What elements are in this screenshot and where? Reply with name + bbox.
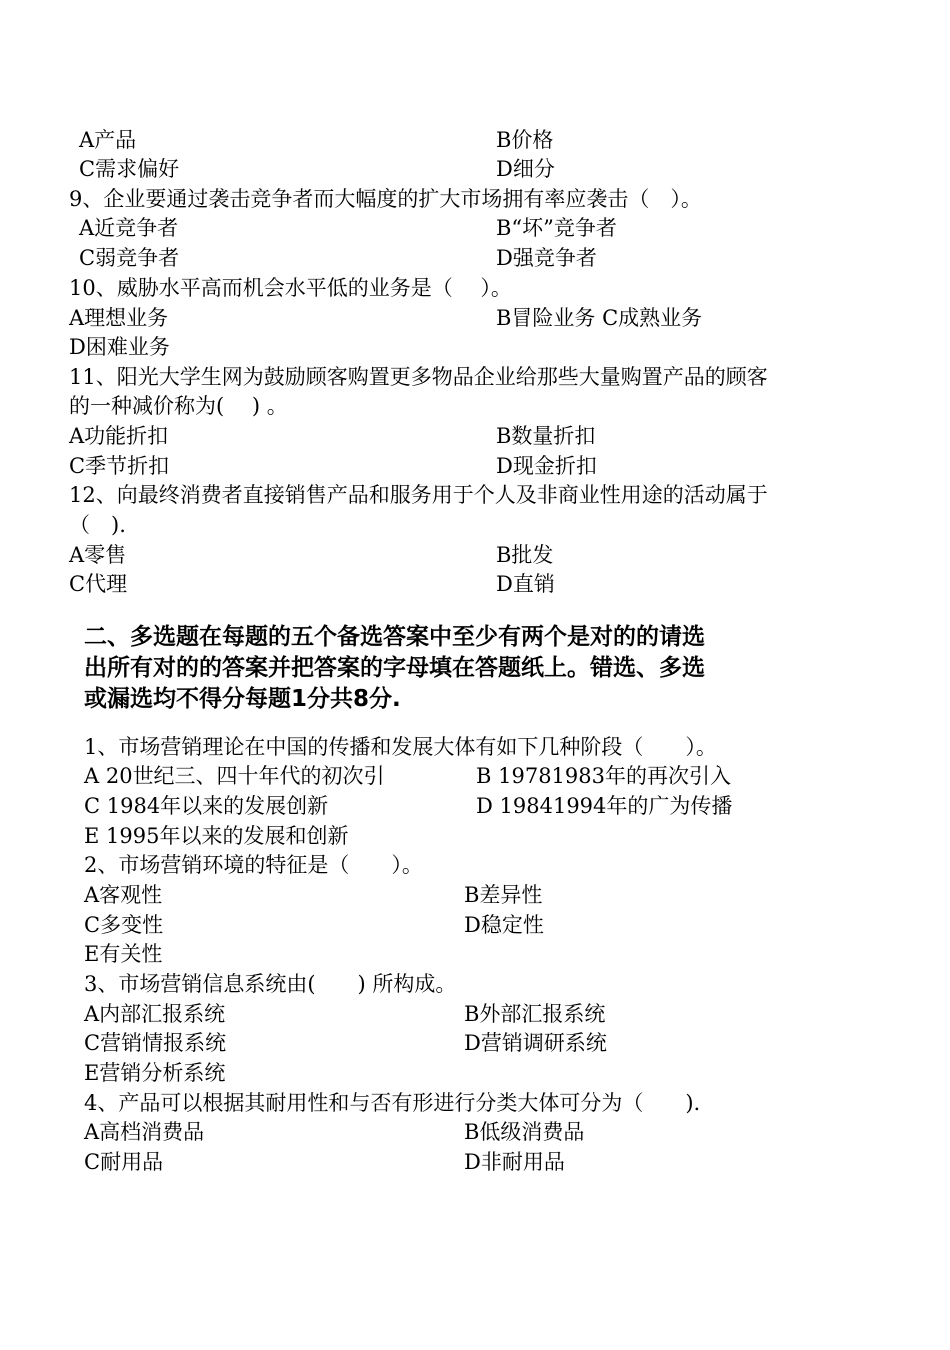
section2-heading-line3: 或漏选均不得分每题1分共8分. — [84, 686, 401, 712]
s2-q2-option-d: D稳定性 — [464, 913, 544, 937]
s2-q4-question: 4、产品可以根据其耐用性和与否有形进行分类大体可分为（ ). — [84, 1091, 701, 1115]
q10-question: 10、威胁水平高而机会水平低的业务是（ ）。 — [69, 276, 512, 300]
q12-option-b: B批发 — [496, 543, 554, 567]
s2-q3-option-d: D营销调研系统 — [464, 1031, 607, 1055]
q11-option-b: B数量折扣 — [496, 424, 596, 448]
s2-q4-option-c: C耐用品 — [84, 1150, 164, 1174]
s2-q1-option-e: E 1995年以来的发展和创新 — [84, 824, 349, 848]
q9-question: 9、企业要通过袭击竞争者而大幅度的扩大市场拥有率应袭击（ ）。 — [69, 187, 702, 211]
s2-q3-option-a: A内部汇报系统 — [84, 1002, 226, 1026]
q8-option-c: C需求偏好 — [79, 157, 180, 181]
q12-option-c: C代理 — [69, 572, 128, 596]
q11-question-line1: 11、阳光大学生网为鼓励顾客购置更多物品企业给那些大量购置产品的顾客 — [69, 365, 768, 389]
q9-option-d: D强竞争者 — [496, 246, 597, 270]
s2-q4-option-b: B低级消费品 — [464, 1120, 585, 1144]
s2-q1-option-d: D 19841994年的广为传播 — [476, 794, 733, 818]
section2-heading-line1: 二、多选题在每题的五个备选答案中至少有两个是对的的请选 — [84, 624, 705, 650]
q11-question-line2: 的一种减价称为( ) 。 — [69, 394, 288, 418]
s2-q3-option-e: E营销分析系统 — [84, 1061, 226, 1085]
s2-q2-option-b: B差异性 — [464, 883, 543, 907]
q12-question-line1: 12、向最终消费者直接销售产品和服务用于个人及非商业性用途的活动属于 — [69, 483, 768, 507]
q12-question-line2: （ ). — [69, 513, 126, 537]
s2-q3-option-b: B外部汇报系统 — [464, 1002, 606, 1026]
q9-option-a: A近竞争者 — [79, 216, 179, 240]
q11-option-a: A功能折扣 — [69, 424, 169, 448]
q9-option-c: C弱竞争者 — [79, 246, 180, 270]
s2-q2-option-a: A客观性 — [84, 883, 163, 907]
q8-option-b: B价格 — [496, 128, 554, 152]
section2-heading-line2: 出所有对的的答案并把答案的字母填在答题纸上。错选、多选 — [84, 655, 705, 681]
q8-option-a: A产品 — [79, 128, 137, 152]
s2-q3-question: 3、市场营销信息系统由( ) 所构成。 — [84, 972, 457, 996]
q10-option-a: A理想业务 — [69, 306, 169, 330]
s2-q2-option-c: C多变性 — [84, 913, 164, 937]
q10-option-d: D困难业务 — [69, 335, 170, 359]
s2-q1-option-c: C 1984年以来的发展创新 — [84, 794, 329, 818]
s2-q2-question: 2、市场营销环境的特征是（ ）。 — [84, 853, 423, 877]
q11-option-c: C季节折扣 — [69, 454, 170, 478]
q8-option-d: D细分 — [496, 157, 555, 181]
s2-q3-option-c: C营销情报系统 — [84, 1031, 227, 1055]
s2-q4-option-d: D非耐用品 — [464, 1150, 565, 1174]
s2-q1-option-b: B 19781983年的再次引入 — [476, 764, 731, 788]
q9-option-b: B“坏”竞争者 — [496, 216, 617, 240]
s2-q2-option-e: E有关性 — [84, 942, 163, 966]
q11-option-d: D现金折扣 — [496, 454, 597, 478]
q10-option-bc: B冒险业务 C成熟业务 — [496, 306, 703, 330]
s2-q4-option-a: A高档消费品 — [84, 1120, 205, 1144]
q12-option-a: A零售 — [69, 543, 127, 567]
s2-q1-question: 1、市场营销理论在中国的传播和发展大体有如下几种阶段（ ）。 — [84, 735, 717, 759]
q12-option-d: D直销 — [496, 572, 555, 596]
s2-q1-option-a: A 20世纪三、四十年代的初次引 — [84, 764, 385, 788]
